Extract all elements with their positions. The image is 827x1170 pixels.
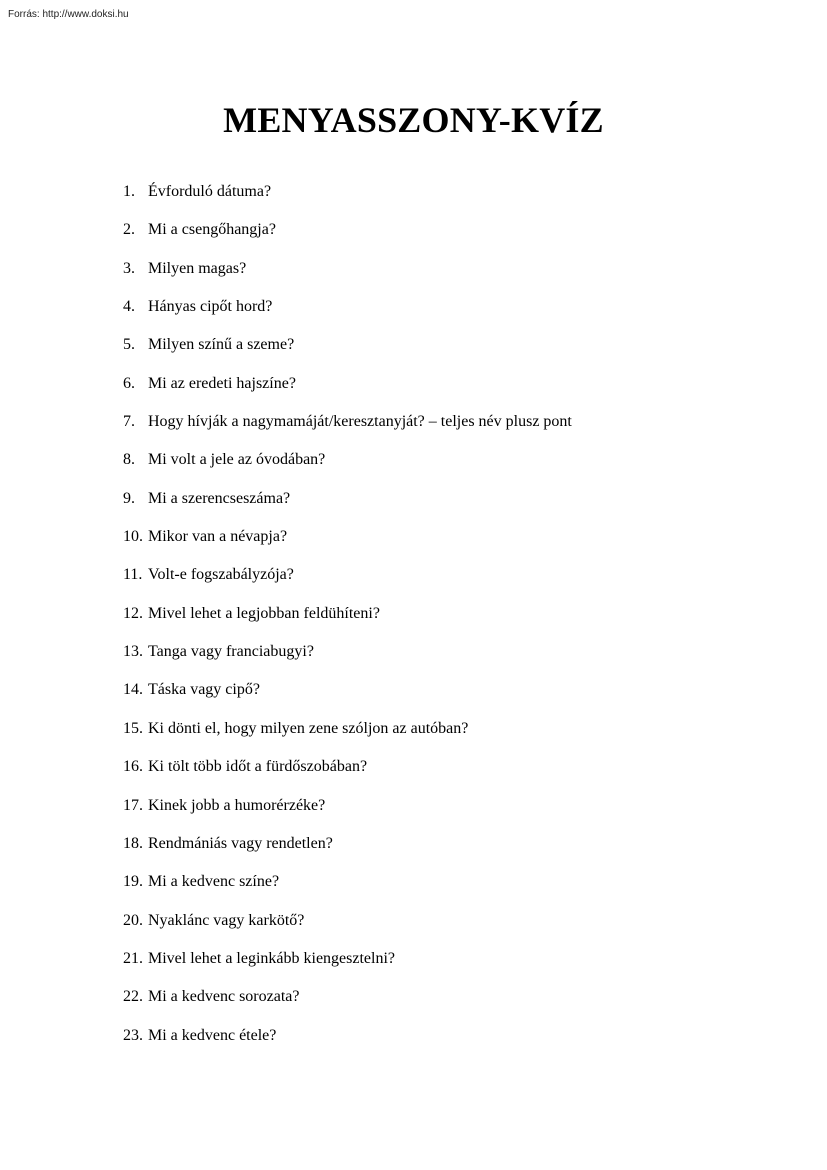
- question-number: 6.: [123, 374, 135, 392]
- question-text: Rendmániás vagy rendetlen?: [148, 834, 333, 852]
- question-number: 16.: [123, 758, 143, 776]
- question-item: [123, 638, 572, 676]
- question-item: [123, 331, 572, 369]
- question-number: 22.: [123, 988, 143, 1006]
- question-item: [123, 485, 572, 523]
- question-item: [123, 561, 572, 599]
- question-item: [123, 792, 572, 830]
- question-number: 10.: [123, 528, 143, 546]
- question-item: [123, 446, 572, 484]
- question-item: [123, 830, 572, 868]
- question-item: [123, 216, 572, 254]
- question-text: Mi volt a jele az óvodában?: [148, 451, 326, 469]
- question-item: [123, 983, 572, 1021]
- question-item: [123, 868, 572, 906]
- question-item: [123, 907, 572, 945]
- question-text: Mi a csengőhangja?: [148, 221, 276, 239]
- question-number: 12.: [123, 604, 143, 622]
- question-item: [123, 600, 572, 638]
- question-text: Tanga vagy franciabugyi?: [148, 643, 314, 661]
- question-number: 3.: [123, 259, 135, 277]
- question-text: Hogy hívják a nagymamáját/keresztanyját? – teljes név plusz pont: [148, 413, 572, 431]
- question-text: Mi az eredeti hajszíne?: [148, 374, 296, 392]
- question-text: Mi a kedvenc színe?: [148, 873, 280, 891]
- question-number: 8.: [123, 451, 135, 469]
- question-item: [123, 178, 572, 216]
- question-text: Milyen színű a szeme?: [148, 336, 295, 354]
- question-number: 9.: [123, 489, 135, 507]
- question-text: Mi a szerencseszáma?: [148, 489, 291, 507]
- question-number: 15.: [123, 719, 143, 737]
- question-text: Mi a kedvenc sorozata?: [148, 988, 300, 1006]
- question-number: 1.: [123, 183, 135, 200]
- source-note: Forrás: http://www.doksi.hu: [8, 9, 129, 20]
- question-text: Ki tölt több időt a fürdőszobában?: [148, 758, 368, 776]
- question-text: Mi a kedvenc étele?: [148, 1026, 277, 1044]
- question-number: 21.: [123, 949, 143, 967]
- question-item: [123, 523, 572, 561]
- question-number: 2.: [123, 221, 135, 239]
- question-item: [123, 945, 572, 983]
- question-item: [123, 370, 572, 408]
- question-number: 18.: [123, 834, 143, 852]
- question-text: Mikor van a névapja?: [148, 528, 288, 546]
- question-item: [123, 715, 572, 753]
- question-text: Mivel lehet a legjobban feldühíteni?: [148, 604, 380, 622]
- question-item: [123, 408, 572, 446]
- question-item: [123, 676, 572, 714]
- question-number: 7.: [123, 413, 135, 431]
- question-text: Táska vagy cipő?: [148, 681, 260, 699]
- question-text: Kinek jobb a humorérzéke?: [148, 796, 326, 814]
- question-number: 11.: [123, 566, 143, 584]
- question-list: [123, 178, 572, 1060]
- question-number: 5.: [123, 336, 135, 354]
- question-text: Milyen magas?: [148, 259, 247, 277]
- question-number: 23.: [123, 1026, 143, 1044]
- question-number: 13.: [123, 643, 143, 661]
- page-title: MENYASSZONY-KVÍZ: [223, 100, 604, 140]
- question-number: 19.: [123, 873, 143, 891]
- question-number: 17.: [123, 796, 143, 814]
- question-number: 14.: [123, 681, 143, 699]
- question-text: Mivel lehet a leginkább kiengesztelni?: [148, 949, 396, 967]
- question-item: [123, 293, 572, 331]
- question-item: [123, 1022, 572, 1060]
- question-text: Nyaklánc vagy karkötő?: [148, 911, 305, 929]
- question-item: [123, 255, 572, 293]
- question-text: Évforduló dátuma?: [148, 183, 272, 200]
- question-number: 4.: [123, 298, 135, 316]
- question-text: Volt-e fogszabályzója?: [148, 566, 294, 584]
- question-text: Ki dönti el, hogy milyen zene szóljon az autóban?: [148, 719, 469, 737]
- question-text: Hányas cipőt hord?: [148, 298, 273, 316]
- question-number: 20.: [123, 911, 143, 929]
- question-item: [123, 753, 572, 791]
